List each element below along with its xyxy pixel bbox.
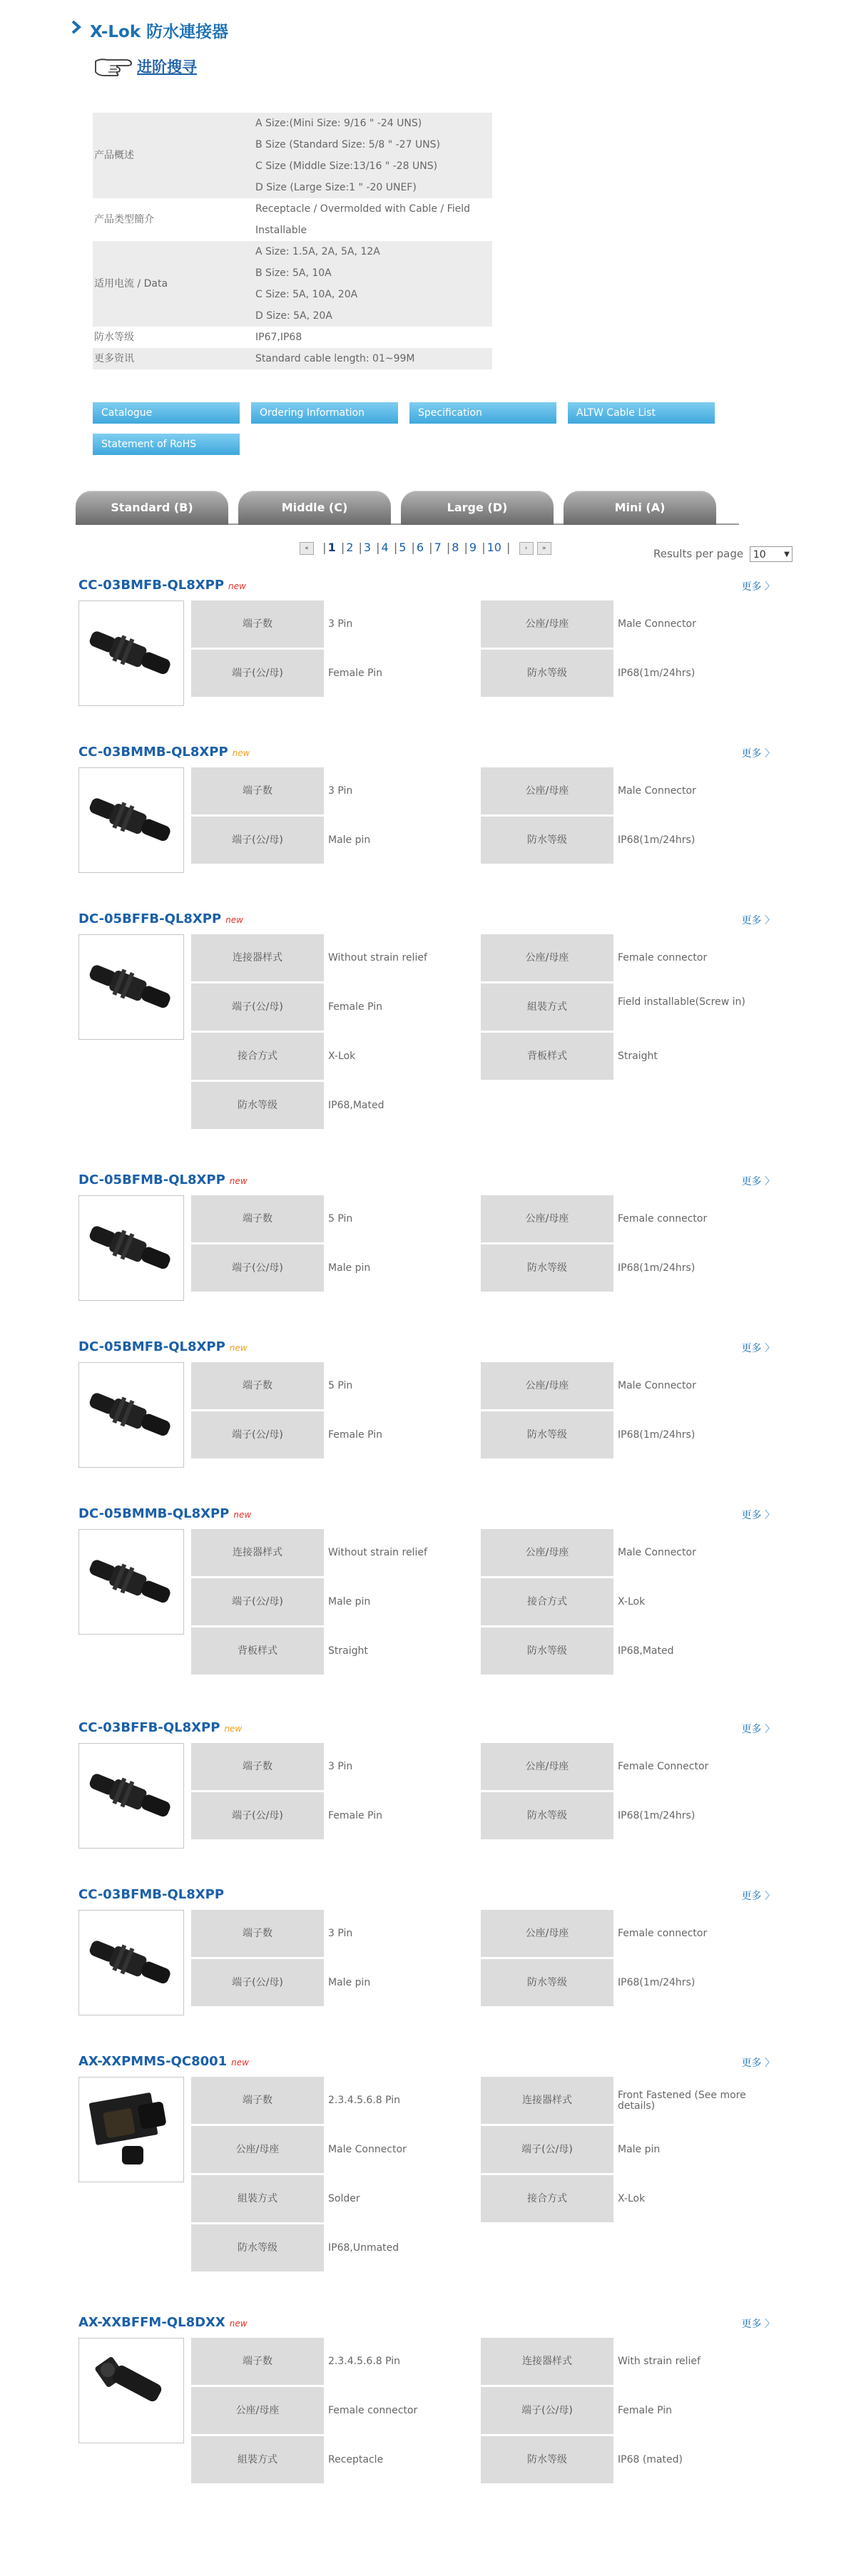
spec-label: 端子数 <box>191 600 324 648</box>
spec-label: 組裝方式 <box>191 2175 324 2222</box>
spec-label: 端子(公/母) <box>191 1411 324 1458</box>
spec-value: IP68(1m/24hrs) <box>618 1810 696 1821</box>
spec-label: 防水等级 <box>481 1627 613 1675</box>
spec-value: X-Lok <box>618 1596 646 1608</box>
product-card <box>78 1720 775 1849</box>
results-per-page-label: Results per page <box>653 547 744 561</box>
product-card <box>78 1339 775 1468</box>
product-name-link[interactable] <box>78 1172 248 1187</box>
overview-value-line: A Size:(Mini Size: 9/16 " -24 UNS) <box>255 118 422 129</box>
overview-value-line: C Size: 5A, 10A, 20A <box>255 289 358 300</box>
more-link[interactable]: 更多 〉 <box>741 748 775 760</box>
new-badge: new <box>229 2319 248 2329</box>
product-card <box>78 2054 775 2281</box>
product-name-link[interactable] <box>78 1339 248 1354</box>
spec-label: 防水等级 <box>481 2436 613 2483</box>
product-name: CC-03BFFB-QL8XPP <box>78 1720 220 1735</box>
tab-middle[interactable]: Middle (C) <box>238 491 391 525</box>
overview-key: 产品类型簡介 <box>94 214 154 225</box>
new-badge: new <box>224 1724 243 1734</box>
spec-value: Straight <box>618 1051 658 1062</box>
spec-label: 端子数 <box>191 2338 324 2385</box>
spec-value: Female connector <box>328 2405 418 2416</box>
spec-value: 3 Pin <box>328 1761 353 1772</box>
more-link[interactable]: 更多 〉 <box>741 1891 775 1902</box>
spec-label: 防水等级 <box>481 1959 613 2006</box>
spec-label: 端子(公/母) <box>191 983 324 1031</box>
spec-value: Receptacle <box>328 2454 384 2465</box>
page-link[interactable]: 4 <box>381 541 389 554</box>
page-link[interactable]: 10 <box>486 541 501 554</box>
spec-label: 公座/母座 <box>481 1362 613 1409</box>
overview-value <box>255 327 492 348</box>
overview-row <box>93 113 492 198</box>
spec-value: IP68(1m/24hrs) <box>618 1977 696 1988</box>
spec-value: IP68 (mated) <box>618 2454 683 2465</box>
overview-value-line: B Size (Standard Size: 5/8 " -27 UNS) <box>255 139 441 150</box>
product-thumbnail[interactable] <box>78 600 184 706</box>
product-name: DC-05BFFB-QL8XPP <box>78 911 222 926</box>
overview-key: 更多资讯 <box>93 348 255 369</box>
ordering-information-link[interactable]: Ordering Information <box>251 402 398 424</box>
spec-value: Female Pin <box>618 2405 672 2416</box>
spec-label: 公座/母座 <box>481 1743 613 1790</box>
spec-label: 端子数 <box>191 767 324 814</box>
spec-label: 防水等级 <box>481 817 613 864</box>
spec-label: 接合方式 <box>191 1033 324 1080</box>
spec-value: Field installable(Screw in) <box>618 996 745 1008</box>
overview-value <box>255 241 492 327</box>
spec-value: Female connector <box>618 952 708 964</box>
overview-value-line: Receptacle / Overmolded with Cable / Field <box>255 203 470 215</box>
spec-value: 3 Pin <box>328 1928 353 1939</box>
results-per-page-select[interactable] <box>750 546 793 562</box>
spec-label: 连接器样式 <box>481 2077 613 2124</box>
spec-value: Male Connector <box>618 785 696 797</box>
spec-value: Male Connector <box>618 618 696 630</box>
size-category-tabs <box>76 488 739 525</box>
connector-image <box>79 1530 183 1634</box>
spec-label: 防水等级 <box>191 1082 324 1129</box>
more-link[interactable]: 更多 〉 <box>741 1176 775 1187</box>
spec-value: 3 Pin <box>328 618 353 630</box>
connector-image <box>79 935 183 1039</box>
spec-value: Female connector <box>618 1928 708 1939</box>
page-link[interactable]: 5 <box>399 541 407 554</box>
spec-label: 接合方式 <box>481 1578 613 1625</box>
spec-label: 組裝方式 <box>191 2436 324 2483</box>
more-link[interactable]: 更多 〉 <box>741 915 775 926</box>
advanced-search-link[interactable]: 进阶搜寻 <box>137 58 197 76</box>
page-title: X-Lok 防水連接器 <box>90 23 229 41</box>
spec-value: X-Lok <box>328 1051 356 1062</box>
product-overview-table <box>93 113 492 369</box>
overview-row <box>93 198 492 241</box>
spec-value: Male Connector <box>328 2144 407 2155</box>
spec-value: Male pin <box>328 834 371 846</box>
overview-value-line: Installable <box>255 225 307 236</box>
product-thumbnail[interactable] <box>78 1529 184 1635</box>
chevron-down-icon: ▼ <box>784 551 790 558</box>
product-name: AX-XXBFFM-QL8DXX <box>78 2315 225 2330</box>
spec-value: Male pin <box>618 2144 661 2155</box>
tab-standard[interactable]: Standard (B) <box>76 491 228 525</box>
spec-value: 5 Pin <box>328 1380 353 1391</box>
spec-value: Male pin <box>328 1977 371 1988</box>
overview-row <box>93 327 492 348</box>
product-thumbnail[interactable] <box>78 934 184 1040</box>
spec-label: 背板样式 <box>191 1627 324 1675</box>
spec-value: Female Pin <box>328 1810 382 1821</box>
spec-label: 端子(公/母) <box>481 2387 613 2434</box>
connector-image <box>79 1911 183 2015</box>
overview-value-line: D Size (Large Size:1 " -20 UNEF) <box>255 182 417 193</box>
overview-row <box>93 241 492 327</box>
spec-value: Male Connector <box>618 1380 696 1391</box>
pointing-hand-icon <box>93 54 134 77</box>
product-name-link[interactable] <box>78 745 250 760</box>
connector-image <box>79 601 183 705</box>
chevron-right-icon <box>71 20 81 34</box>
product-card <box>78 1506 775 1684</box>
product-name: AX-XXPMMS-QC8001 <box>78 2054 228 2069</box>
connector-image <box>79 1744 183 1848</box>
specification-link[interactable]: Specification <box>409 402 556 424</box>
connector-image <box>79 768 183 872</box>
page-link[interactable]: 3 <box>363 541 372 554</box>
advanced-search[interactable] <box>93 51 235 80</box>
first-page-icon[interactable]: « <box>300 542 314 555</box>
more-link[interactable]: 更多 〉 <box>741 1343 775 1354</box>
spec-label: 连接器样式 <box>481 2338 613 2385</box>
spec-label: 端子数 <box>191 1743 324 1790</box>
spec-label: 连接器样式 <box>191 934 324 981</box>
spec-label: 防水等级 <box>481 1792 613 1839</box>
spec-label: 端子(公/母) <box>191 650 324 697</box>
spec-value: Female Connector <box>618 1761 709 1772</box>
pagination: « | 1 | 2 | 3 | 4 | 5 | 6 | 7 | 8 | 9 | 10 | › » <box>300 541 551 558</box>
spec-value: 5 Pin <box>328 1213 353 1225</box>
spec-label: 连接器样式 <box>191 1529 324 1576</box>
spec-label: 端子数 <box>191 1362 324 1409</box>
product-name-link[interactable] <box>78 2315 248 2330</box>
spec-value: With strain relief <box>618 2356 700 2367</box>
spec-label: 防水等级 <box>481 650 613 697</box>
connector-image <box>79 2077 183 2182</box>
product-thumbnail[interactable] <box>78 1910 184 2015</box>
page-link[interactable]: 8 <box>452 541 459 554</box>
overview-key: 产品概述 <box>93 113 255 198</box>
overview-row <box>93 348 492 369</box>
spec-value: IP68,Unmated <box>328 2242 399 2254</box>
spec-value: IP68,Mated <box>328 1100 384 1111</box>
spec-label: 端子(公/母) <box>191 1792 324 1839</box>
spec-value: IP68,Mated <box>618 1645 674 1657</box>
product-name: CC-03BMMB-QL8XPP <box>78 745 228 760</box>
spec-value: Straight <box>328 1645 368 1657</box>
product-name-link[interactable] <box>78 1720 242 1735</box>
tab-large[interactable]: Large (D) <box>401 491 554 525</box>
spec-label: 端子(公/母) <box>191 1578 324 1625</box>
page-link[interactable]: 9 <box>469 541 477 554</box>
spec-label: 防水等级 <box>481 1244 613 1292</box>
overview-value-line: A Size: 1.5A, 2A, 5A, 12A <box>255 246 380 257</box>
spec-label: 公座/母座 <box>481 600 613 648</box>
spec-value: Female Pin <box>328 668 382 679</box>
spec-label: 端子数 <box>191 1910 324 1957</box>
more-link[interactable]: 更多 〉 <box>741 2319 775 2330</box>
product-thumbnail[interactable] <box>78 1743 184 1849</box>
overview-key: 防水等级 <box>94 332 134 343</box>
page-link[interactable]: 1 <box>327 541 336 554</box>
spec-label: 組裝方式 <box>481 983 613 1031</box>
overview-key: 适用电流 / Data <box>93 241 255 327</box>
spec-label: 端子(公/母) <box>191 817 324 864</box>
spec-value: IP68(1m/24hrs) <box>618 834 696 846</box>
spec-label: 公座/母座 <box>191 2387 324 2434</box>
overview-value-line: Standard cable length: 01~99M <box>255 353 415 364</box>
spec-value: Female Pin <box>328 1429 382 1441</box>
product-name-link[interactable] <box>78 1887 228 1902</box>
spec-label: 公座/母座 <box>481 1910 613 1957</box>
product-thumbnail[interactable] <box>78 2077 184 2182</box>
product-name: CC-03BMFB-QL8XPP <box>78 578 225 593</box>
statement-of-rohs-link[interactable]: Statement of RoHS <box>93 434 240 455</box>
spec-value: 3 Pin <box>328 785 353 797</box>
new-badge: new <box>228 581 246 591</box>
results-per-page-value: 10 <box>753 549 766 561</box>
more-link[interactable]: 更多 〉 <box>741 2058 775 2069</box>
overview-value-line: IP67,IP68 <box>255 332 302 343</box>
overview-value-line: D Size: 5A, 20A <box>255 310 332 322</box>
new-badge: new <box>229 1176 248 1186</box>
results-per-page <box>653 546 793 562</box>
spec-label: 背板样式 <box>481 1033 613 1080</box>
spec-value: Female Pin <box>328 1001 382 1013</box>
product-name-link[interactable] <box>78 1506 251 1521</box>
product-thumbnail[interactable] <box>78 2338 184 2443</box>
spec-label: 端子(公/母) <box>191 1959 324 2006</box>
product-name: DC-05BFMB-QL8XPP <box>78 1172 225 1187</box>
new-badge: new <box>231 2058 249 2068</box>
spec-label: 公座/母座 <box>481 767 613 814</box>
overview-value-line: C Size (Middle Size:13/16 " -28 UNS) <box>255 160 438 172</box>
spec-label: 端子(公/母) <box>191 1244 324 1292</box>
spec-value: Without strain relief <box>328 952 427 964</box>
spec-label: 公座/母座 <box>481 1195 613 1242</box>
more-link[interactable]: 更多 〉 <box>741 581 775 593</box>
spec-value: IP68(1m/24hrs) <box>618 1429 696 1441</box>
product-thumbnail[interactable] <box>78 767 184 873</box>
product-name-link[interactable] <box>78 911 243 926</box>
spec-label: 端子数 <box>191 1195 324 1242</box>
product-card <box>78 1887 775 2015</box>
spec-value: Male Connector <box>618 1547 696 1558</box>
spec-value: IP68(1m/24hrs) <box>618 668 696 679</box>
page-link[interactable]: 2 <box>346 541 354 554</box>
overview-value-line: B Size: 5A, 10A <box>255 267 332 279</box>
spec-label: 公座/母座 <box>191 2126 324 2173</box>
new-badge: new <box>232 748 250 758</box>
spec-value: Male pin <box>328 1262 371 1274</box>
spec-value: 2.3.4.5.6.8 Pin <box>328 2356 401 2367</box>
spec-value: Front Fastened (See more details) <box>618 2090 746 2112</box>
more-link[interactable]: 更多 〉 <box>741 1724 775 1735</box>
product-name: DC-05BMMB-QL8XPP <box>78 1506 230 1521</box>
spec-label: 防水等级 <box>481 1411 613 1458</box>
more-link[interactable]: 更多 〉 <box>741 1510 775 1521</box>
overview-value <box>255 113 492 198</box>
spec-value: Without strain relief <box>328 1547 427 1558</box>
product-name-link[interactable] <box>78 2054 249 2069</box>
page-link[interactable]: 7 <box>434 541 442 554</box>
product-card <box>78 2315 775 2493</box>
spec-value: IP68(1m/24hrs) <box>618 1262 696 1274</box>
altw-cable-list-link[interactable]: ALTW Cable List <box>568 402 715 424</box>
overview-value <box>255 198 492 241</box>
next-page-icon[interactable]: › <box>519 542 534 555</box>
product-thumbnail[interactable] <box>78 1195 184 1301</box>
page-link[interactable]: 6 <box>416 541 424 554</box>
product-name: CC-03BFMB-QL8XPP <box>78 1887 225 1902</box>
spec-value: Female connector <box>618 1213 708 1225</box>
spec-label: 公座/母座 <box>481 1529 613 1576</box>
connector-image <box>79 1363 183 1467</box>
spec-label: 端子数 <box>191 2077 324 2124</box>
connector-image <box>79 1196 183 1300</box>
spec-value: 2.3.4.5.6.8 Pin <box>328 2095 401 2106</box>
spec-label: 接合方式 <box>481 2175 613 2222</box>
new-badge: new <box>233 1510 252 1520</box>
product-name: DC-05BMFB-QL8XPP <box>78 1339 225 1354</box>
spec-value: Male pin <box>328 1596 371 1608</box>
spec-label: 端子(公/母) <box>481 2126 613 2173</box>
last-page-icon[interactable]: » <box>537 542 551 555</box>
spec-label: 防水等级 <box>191 2224 324 2271</box>
new-badge: new <box>225 915 243 925</box>
product-card <box>78 911 775 1138</box>
connector-image <box>79 2339 183 2443</box>
tab-mini[interactable]: Mini (A) <box>564 491 716 525</box>
product-thumbnail[interactable] <box>78 1362 184 1468</box>
product-name-link[interactable] <box>78 578 246 593</box>
new-badge: new <box>229 1343 248 1353</box>
product-card <box>78 745 775 873</box>
catalogue-link[interactable]: Catalogue <box>93 402 240 424</box>
product-card <box>78 578 775 706</box>
product-card <box>78 1172 775 1301</box>
spec-value: Solder <box>328 2193 360 2204</box>
spec-label: 公座/母座 <box>481 934 613 981</box>
spec-value: X-Lok <box>618 2193 646 2204</box>
overview-value <box>255 348 492 369</box>
